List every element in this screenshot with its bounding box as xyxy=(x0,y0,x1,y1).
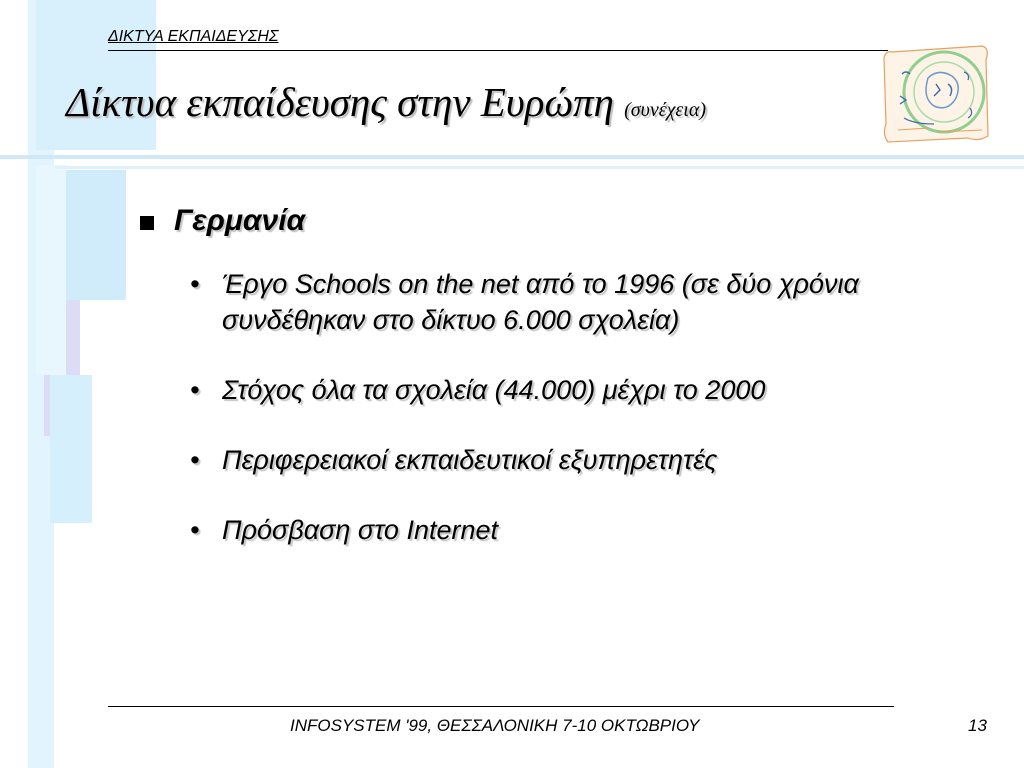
bullet-dot-icon: • xyxy=(190,375,200,405)
bullet-item xyxy=(190,442,950,478)
title-separator-band xyxy=(0,155,1024,159)
bullet-text: Έργο Schools on the net από το 1996 (σε δύο χρόνια συνδέθηκαν στο δίκτυο 6.000 σχολεία) xyxy=(222,269,859,335)
slide-title xyxy=(66,78,706,126)
bullet-dot-icon: • xyxy=(190,445,200,475)
slide-title-suffix: (συνέχεια) xyxy=(624,99,706,121)
title-separator-band-secondary xyxy=(55,166,1024,169)
heading-germany xyxy=(140,204,305,238)
heading-germany-label: Γερμανία xyxy=(174,204,306,237)
footer-text: INFOSYSTEM '99, ΘΕΣΣΑΛΟΝΙΚΗ 7-10 ΟΚΤΩΒΡΙΟΥ xyxy=(290,716,700,735)
bullet-dot-icon: • xyxy=(190,269,200,299)
bullet-item xyxy=(190,372,950,408)
decor-block-blue-low xyxy=(50,375,92,523)
bullet-list xyxy=(190,266,950,582)
decor-block-blue-mid xyxy=(56,170,126,300)
bullet-text: Πρόσβαση στο Internet xyxy=(222,515,498,545)
bullet-text: Στόχος όλα τα σχολεία (44.000) μέχρι το 2000 xyxy=(222,375,766,405)
decor-block-faint xyxy=(36,165,66,375)
conference-logo-icon xyxy=(878,38,996,146)
footer-rule xyxy=(108,706,894,707)
bullet-text: Περιφερειακοί εκπαιδευτικοί εξυπηρετητές xyxy=(222,445,718,475)
page-number: 13 xyxy=(968,716,987,735)
bullet-dot-icon: • xyxy=(190,515,200,545)
header-section-label: ΔΙΚΤΥΑ ΕΚΠΑΙΔΕΥΣΗΣ xyxy=(108,28,279,45)
bullet-item xyxy=(190,266,950,338)
header-rule xyxy=(108,50,888,51)
decor-block-blue-top xyxy=(36,0,156,150)
bullet-item xyxy=(190,512,950,548)
slide-title-main: Δίκτυα εκπαίδευσης στην Ευρώπη xyxy=(66,79,614,125)
square-bullet-icon xyxy=(140,216,154,230)
